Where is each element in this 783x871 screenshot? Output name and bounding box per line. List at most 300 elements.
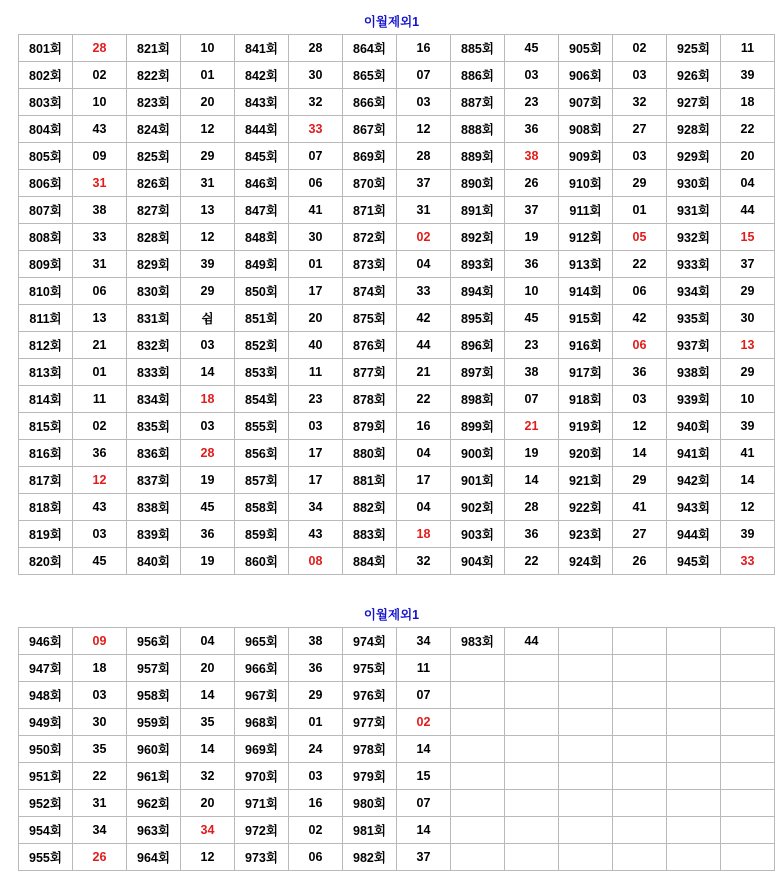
draw-value-cell: 37 bbox=[505, 197, 559, 224]
draw-label-cell: 961회 bbox=[127, 763, 181, 790]
table-row bbox=[19, 89, 775, 116]
table-row bbox=[19, 224, 775, 251]
draw-value-cell: 42 bbox=[397, 305, 451, 332]
draw-value-cell: 14 bbox=[181, 359, 235, 386]
draw-value-cell: 04 bbox=[397, 251, 451, 278]
draw-value-cell: 36 bbox=[289, 655, 343, 682]
draw-value-cell: 19 bbox=[505, 440, 559, 467]
draw-label-cell: 824회 bbox=[127, 116, 181, 143]
draw-value-cell: 37 bbox=[397, 844, 451, 871]
draw-value-cell: 04 bbox=[397, 440, 451, 467]
draw-value-cell: 06 bbox=[73, 278, 127, 305]
draw-label-cell: 944회 bbox=[667, 521, 721, 548]
draw-value-cell: 45 bbox=[181, 494, 235, 521]
draw-label-cell: 917회 bbox=[559, 359, 613, 386]
draw-label-cell: 836회 bbox=[127, 440, 181, 467]
draw-value-cell: 23 bbox=[505, 332, 559, 359]
draw-label-cell: 829회 bbox=[127, 251, 181, 278]
draw-label-cell: 967회 bbox=[235, 682, 289, 709]
draw-value-cell: 쉼 bbox=[181, 305, 235, 332]
empty-cell bbox=[667, 736, 721, 763]
draw-label-cell: 853회 bbox=[235, 359, 289, 386]
draw-label-cell: 951회 bbox=[19, 763, 73, 790]
draw-value-cell: 01 bbox=[289, 709, 343, 736]
draw-label-cell: 846회 bbox=[235, 170, 289, 197]
draw-label-cell: 897회 bbox=[451, 359, 505, 386]
draw-label-cell: 812회 bbox=[19, 332, 73, 359]
draw-label-cell: 939회 bbox=[667, 386, 721, 413]
draw-label-cell: 938회 bbox=[667, 359, 721, 386]
empty-cell bbox=[559, 763, 613, 790]
draw-value-cell: 02 bbox=[73, 413, 127, 440]
draw-label-cell: 810회 bbox=[19, 278, 73, 305]
draw-value-cell: 09 bbox=[73, 143, 127, 170]
draw-value-cell: 21 bbox=[73, 332, 127, 359]
draw-value-cell: 01 bbox=[613, 197, 667, 224]
draw-value-cell: 03 bbox=[289, 763, 343, 790]
draw-label-cell: 872회 bbox=[343, 224, 397, 251]
draw-label-cell: 875회 bbox=[343, 305, 397, 332]
draw-label-cell: 817회 bbox=[19, 467, 73, 494]
table-row bbox=[19, 35, 775, 62]
draw-value-cell: 12 bbox=[181, 844, 235, 871]
draw-value-cell: 41 bbox=[613, 494, 667, 521]
draw-value-cell: 40 bbox=[289, 332, 343, 359]
draw-label-cell: 845회 bbox=[235, 143, 289, 170]
empty-cell bbox=[667, 844, 721, 871]
table-row bbox=[19, 467, 775, 494]
draw-label-cell: 889회 bbox=[451, 143, 505, 170]
draw-value-cell: 44 bbox=[721, 197, 775, 224]
draw-label-cell: 822회 bbox=[127, 62, 181, 89]
draw-label-cell: 915회 bbox=[559, 305, 613, 332]
draw-value-cell: 03 bbox=[613, 386, 667, 413]
draw-value-cell: 18 bbox=[181, 386, 235, 413]
table-row bbox=[19, 844, 775, 871]
draw-value-cell: 29 bbox=[721, 359, 775, 386]
draw-label-cell: 802회 bbox=[19, 62, 73, 89]
draw-value-cell: 20 bbox=[181, 89, 235, 116]
draw-label-cell: 860회 bbox=[235, 548, 289, 575]
lottery-table-1 bbox=[18, 34, 775, 575]
draw-label-cell: 834회 bbox=[127, 386, 181, 413]
draw-value-cell: 14 bbox=[181, 682, 235, 709]
draw-label-cell: 877회 bbox=[343, 359, 397, 386]
draw-label-cell: 950회 bbox=[19, 736, 73, 763]
draw-value-cell: 31 bbox=[73, 790, 127, 817]
draw-value-cell: 12 bbox=[181, 116, 235, 143]
draw-value-cell: 34 bbox=[397, 628, 451, 655]
draw-label-cell: 980회 bbox=[343, 790, 397, 817]
empty-cell bbox=[667, 655, 721, 682]
empty-cell bbox=[721, 709, 775, 736]
draw-label-cell: 878회 bbox=[343, 386, 397, 413]
draw-label-cell: 823회 bbox=[127, 89, 181, 116]
draw-label-cell: 916회 bbox=[559, 332, 613, 359]
draw-label-cell: 827회 bbox=[127, 197, 181, 224]
draw-value-cell: 45 bbox=[505, 305, 559, 332]
draw-label-cell: 943회 bbox=[667, 494, 721, 521]
draw-label-cell: 968회 bbox=[235, 709, 289, 736]
draw-value-cell: 29 bbox=[289, 682, 343, 709]
draw-value-cell: 38 bbox=[505, 359, 559, 386]
draw-label-cell: 859회 bbox=[235, 521, 289, 548]
draw-value-cell: 12 bbox=[397, 116, 451, 143]
draw-label-cell: 879회 bbox=[343, 413, 397, 440]
draw-label-cell: 922회 bbox=[559, 494, 613, 521]
table-row bbox=[19, 251, 775, 278]
empty-cell bbox=[451, 682, 505, 709]
draw-label-cell: 873회 bbox=[343, 251, 397, 278]
draw-label-cell: 876회 bbox=[343, 332, 397, 359]
draw-value-cell: 03 bbox=[181, 332, 235, 359]
draw-label-cell: 983회 bbox=[451, 628, 505, 655]
draw-label-cell: 904회 bbox=[451, 548, 505, 575]
empty-cell bbox=[451, 844, 505, 871]
draw-value-cell: 03 bbox=[505, 62, 559, 89]
draw-label-cell: 813회 bbox=[19, 359, 73, 386]
draw-value-cell: 22 bbox=[505, 548, 559, 575]
draw-value-cell: 11 bbox=[289, 359, 343, 386]
table-row bbox=[19, 628, 775, 655]
draw-label-cell: 837회 bbox=[127, 467, 181, 494]
draw-label-cell: 928회 bbox=[667, 116, 721, 143]
draw-value-cell: 28 bbox=[397, 143, 451, 170]
draw-value-cell: 29 bbox=[181, 143, 235, 170]
draw-value-cell: 04 bbox=[397, 494, 451, 521]
draw-label-cell: 885회 bbox=[451, 35, 505, 62]
draw-value-cell: 12 bbox=[181, 224, 235, 251]
draw-value-cell: 11 bbox=[721, 35, 775, 62]
draw-label-cell: 957회 bbox=[127, 655, 181, 682]
draw-value-cell: 10 bbox=[181, 35, 235, 62]
draw-value-cell: 09 bbox=[73, 628, 127, 655]
draw-value-cell: 31 bbox=[397, 197, 451, 224]
draw-label-cell: 857회 bbox=[235, 467, 289, 494]
draw-value-cell: 36 bbox=[505, 251, 559, 278]
draw-label-cell: 959회 bbox=[127, 709, 181, 736]
draw-label-cell: 895회 bbox=[451, 305, 505, 332]
draw-value-cell: 13 bbox=[73, 305, 127, 332]
draw-label-cell: 826회 bbox=[127, 170, 181, 197]
draw-label-cell: 816회 bbox=[19, 440, 73, 467]
draw-label-cell: 843회 bbox=[235, 89, 289, 116]
draw-value-cell: 14 bbox=[505, 467, 559, 494]
draw-value-cell: 39 bbox=[721, 521, 775, 548]
draw-label-cell: 909회 bbox=[559, 143, 613, 170]
draw-value-cell: 04 bbox=[721, 170, 775, 197]
draw-value-cell: 43 bbox=[73, 116, 127, 143]
table-row bbox=[19, 386, 775, 413]
draw-label-cell: 803회 bbox=[19, 89, 73, 116]
draw-label-cell: 866회 bbox=[343, 89, 397, 116]
draw-value-cell: 41 bbox=[289, 197, 343, 224]
draw-value-cell: 26 bbox=[613, 548, 667, 575]
draw-label-cell: 966회 bbox=[235, 655, 289, 682]
draw-value-cell: 14 bbox=[613, 440, 667, 467]
draw-label-cell: 935회 bbox=[667, 305, 721, 332]
draw-label-cell: 973회 bbox=[235, 844, 289, 871]
draw-value-cell: 11 bbox=[73, 386, 127, 413]
draw-value-cell: 29 bbox=[613, 170, 667, 197]
draw-value-cell: 22 bbox=[613, 251, 667, 278]
draw-label-cell: 881회 bbox=[343, 467, 397, 494]
draw-label-cell: 894회 bbox=[451, 278, 505, 305]
draw-value-cell: 19 bbox=[181, 467, 235, 494]
draw-value-cell: 29 bbox=[613, 467, 667, 494]
empty-cell bbox=[451, 709, 505, 736]
draw-value-cell: 28 bbox=[181, 440, 235, 467]
draw-value-cell: 11 bbox=[397, 655, 451, 682]
table-row bbox=[19, 359, 775, 386]
draw-value-cell: 03 bbox=[397, 89, 451, 116]
draw-value-cell: 31 bbox=[181, 170, 235, 197]
draw-value-cell: 12 bbox=[613, 413, 667, 440]
draw-value-cell: 33 bbox=[397, 278, 451, 305]
draw-value-cell: 38 bbox=[289, 628, 343, 655]
empty-cell bbox=[559, 655, 613, 682]
empty-cell bbox=[721, 628, 775, 655]
empty-cell bbox=[451, 736, 505, 763]
draw-label-cell: 981회 bbox=[343, 817, 397, 844]
draw-value-cell: 33 bbox=[289, 116, 343, 143]
draw-label-cell: 856회 bbox=[235, 440, 289, 467]
lottery-table-2-body bbox=[19, 628, 775, 871]
draw-label-cell: 965회 bbox=[235, 628, 289, 655]
draw-label-cell: 930회 bbox=[667, 170, 721, 197]
empty-cell bbox=[721, 844, 775, 871]
draw-value-cell: 29 bbox=[721, 278, 775, 305]
empty-cell bbox=[667, 709, 721, 736]
empty-cell bbox=[721, 790, 775, 817]
draw-value-cell: 44 bbox=[397, 332, 451, 359]
empty-cell bbox=[505, 844, 559, 871]
draw-label-cell: 890회 bbox=[451, 170, 505, 197]
draw-label-cell: 880회 bbox=[343, 440, 397, 467]
draw-value-cell: 14 bbox=[397, 817, 451, 844]
draw-label-cell: 913회 bbox=[559, 251, 613, 278]
draw-label-cell: 884회 bbox=[343, 548, 397, 575]
draw-label-cell: 971회 bbox=[235, 790, 289, 817]
draw-label-cell: 854회 bbox=[235, 386, 289, 413]
draw-label-cell: 832회 bbox=[127, 332, 181, 359]
draw-value-cell: 24 bbox=[289, 736, 343, 763]
draw-label-cell: 865회 bbox=[343, 62, 397, 89]
draw-label-cell: 903회 bbox=[451, 521, 505, 548]
draw-label-cell: 847회 bbox=[235, 197, 289, 224]
section-2 bbox=[18, 605, 765, 871]
draw-label-cell: 899회 bbox=[451, 413, 505, 440]
empty-cell bbox=[613, 844, 667, 871]
draw-label-cell: 912회 bbox=[559, 224, 613, 251]
draw-label-cell: 896회 bbox=[451, 332, 505, 359]
draw-value-cell: 06 bbox=[613, 332, 667, 359]
draw-value-cell: 36 bbox=[181, 521, 235, 548]
draw-label-cell: 808회 bbox=[19, 224, 73, 251]
draw-value-cell: 32 bbox=[289, 89, 343, 116]
empty-cell bbox=[667, 682, 721, 709]
empty-cell bbox=[451, 655, 505, 682]
draw-value-cell: 45 bbox=[73, 548, 127, 575]
empty-cell bbox=[667, 790, 721, 817]
empty-cell bbox=[505, 736, 559, 763]
draw-label-cell: 925회 bbox=[667, 35, 721, 62]
draw-label-cell: 818회 bbox=[19, 494, 73, 521]
empty-cell bbox=[505, 709, 559, 736]
draw-value-cell: 30 bbox=[289, 224, 343, 251]
draw-value-cell: 20 bbox=[181, 790, 235, 817]
draw-value-cell: 32 bbox=[613, 89, 667, 116]
draw-label-cell: 844회 bbox=[235, 116, 289, 143]
draw-label-cell: 858회 bbox=[235, 494, 289, 521]
draw-value-cell: 37 bbox=[397, 170, 451, 197]
section-1-title: 이월제외1 bbox=[363, 15, 420, 29]
draw-label-cell: 931회 bbox=[667, 197, 721, 224]
draw-label-cell: 911회 bbox=[559, 197, 613, 224]
empty-cell bbox=[667, 763, 721, 790]
empty-cell bbox=[721, 817, 775, 844]
draw-value-cell: 06 bbox=[289, 844, 343, 871]
draw-label-cell: 958회 bbox=[127, 682, 181, 709]
draw-value-cell: 41 bbox=[721, 440, 775, 467]
draw-label-cell: 977회 bbox=[343, 709, 397, 736]
draw-value-cell: 16 bbox=[289, 790, 343, 817]
draw-value-cell: 30 bbox=[73, 709, 127, 736]
draw-label-cell: 955회 bbox=[19, 844, 73, 871]
lottery-table-2 bbox=[18, 627, 775, 871]
draw-value-cell: 02 bbox=[73, 62, 127, 89]
draw-label-cell: 963회 bbox=[127, 817, 181, 844]
draw-value-cell: 35 bbox=[73, 736, 127, 763]
draw-value-cell: 10 bbox=[505, 278, 559, 305]
draw-label-cell: 929회 bbox=[667, 143, 721, 170]
table-row bbox=[19, 278, 775, 305]
empty-cell bbox=[559, 790, 613, 817]
draw-label-cell: 892회 bbox=[451, 224, 505, 251]
draw-value-cell: 12 bbox=[721, 494, 775, 521]
draw-label-cell: 962회 bbox=[127, 790, 181, 817]
draw-value-cell: 03 bbox=[181, 413, 235, 440]
section-2-title: 이월제외1 bbox=[363, 608, 420, 622]
draw-label-cell: 932회 bbox=[667, 224, 721, 251]
draw-value-cell: 30 bbox=[721, 305, 775, 332]
table-row bbox=[19, 521, 775, 548]
draw-label-cell: 964회 bbox=[127, 844, 181, 871]
draw-label-cell: 828회 bbox=[127, 224, 181, 251]
draw-value-cell: 07 bbox=[289, 143, 343, 170]
draw-label-cell: 852회 bbox=[235, 332, 289, 359]
draw-value-cell: 07 bbox=[397, 682, 451, 709]
draw-value-cell: 36 bbox=[505, 521, 559, 548]
draw-value-cell: 03 bbox=[289, 413, 343, 440]
empty-cell bbox=[613, 709, 667, 736]
draw-value-cell: 36 bbox=[505, 116, 559, 143]
draw-label-cell: 830회 bbox=[127, 278, 181, 305]
table-row bbox=[19, 709, 775, 736]
table-row bbox=[19, 170, 775, 197]
draw-value-cell: 28 bbox=[505, 494, 559, 521]
draw-label-cell: 960회 bbox=[127, 736, 181, 763]
empty-cell bbox=[559, 736, 613, 763]
draw-value-cell: 32 bbox=[397, 548, 451, 575]
table-row bbox=[19, 790, 775, 817]
draw-value-cell: 34 bbox=[181, 817, 235, 844]
draw-label-cell: 975회 bbox=[343, 655, 397, 682]
draw-value-cell: 21 bbox=[505, 413, 559, 440]
empty-cell bbox=[505, 790, 559, 817]
draw-label-cell: 811회 bbox=[19, 305, 73, 332]
draw-value-cell: 04 bbox=[181, 628, 235, 655]
draw-label-cell: 946회 bbox=[19, 628, 73, 655]
draw-value-cell: 13 bbox=[181, 197, 235, 224]
draw-value-cell: 10 bbox=[721, 386, 775, 413]
draw-value-cell: 27 bbox=[613, 521, 667, 548]
draw-label-cell: 850회 bbox=[235, 278, 289, 305]
draw-value-cell: 14 bbox=[397, 736, 451, 763]
draw-value-cell: 03 bbox=[613, 62, 667, 89]
draw-value-cell: 17 bbox=[397, 467, 451, 494]
draw-label-cell: 841회 bbox=[235, 35, 289, 62]
empty-cell bbox=[505, 655, 559, 682]
draw-value-cell: 31 bbox=[73, 170, 127, 197]
draw-value-cell: 36 bbox=[73, 440, 127, 467]
table-row bbox=[19, 682, 775, 709]
empty-cell bbox=[451, 817, 505, 844]
empty-cell bbox=[613, 655, 667, 682]
draw-label-cell: 815회 bbox=[19, 413, 73, 440]
draw-label-cell: 821회 bbox=[127, 35, 181, 62]
draw-value-cell: 18 bbox=[397, 521, 451, 548]
draw-value-cell: 34 bbox=[289, 494, 343, 521]
draw-value-cell: 16 bbox=[397, 35, 451, 62]
table-row bbox=[19, 548, 775, 575]
draw-label-cell: 902회 bbox=[451, 494, 505, 521]
empty-cell bbox=[559, 628, 613, 655]
draw-value-cell: 32 bbox=[181, 763, 235, 790]
draw-value-cell: 01 bbox=[181, 62, 235, 89]
table-row bbox=[19, 305, 775, 332]
draw-label-cell: 978회 bbox=[343, 736, 397, 763]
draw-label-cell: 891회 bbox=[451, 197, 505, 224]
draw-label-cell: 907회 bbox=[559, 89, 613, 116]
draw-value-cell: 26 bbox=[73, 844, 127, 871]
draw-value-cell: 29 bbox=[181, 278, 235, 305]
draw-label-cell: 910회 bbox=[559, 170, 613, 197]
draw-label-cell: 974회 bbox=[343, 628, 397, 655]
empty-cell bbox=[451, 790, 505, 817]
draw-label-cell: 840회 bbox=[127, 548, 181, 575]
draw-value-cell: 39 bbox=[721, 62, 775, 89]
draw-value-cell: 19 bbox=[181, 548, 235, 575]
draw-value-cell: 03 bbox=[73, 521, 127, 548]
draw-label-cell: 893회 bbox=[451, 251, 505, 278]
draw-label-cell: 807회 bbox=[19, 197, 73, 224]
draw-value-cell: 28 bbox=[289, 35, 343, 62]
draw-label-cell: 819회 bbox=[19, 521, 73, 548]
draw-label-cell: 838회 bbox=[127, 494, 181, 521]
draw-value-cell: 43 bbox=[73, 494, 127, 521]
draw-value-cell: 23 bbox=[289, 386, 343, 413]
draw-label-cell: 871회 bbox=[343, 197, 397, 224]
table-row bbox=[19, 736, 775, 763]
draw-value-cell: 23 bbox=[505, 89, 559, 116]
draw-value-cell: 33 bbox=[721, 548, 775, 575]
draw-value-cell: 39 bbox=[181, 251, 235, 278]
draw-label-cell: 979회 bbox=[343, 763, 397, 790]
draw-value-cell: 39 bbox=[721, 413, 775, 440]
table-row bbox=[19, 440, 775, 467]
draw-label-cell: 833회 bbox=[127, 359, 181, 386]
